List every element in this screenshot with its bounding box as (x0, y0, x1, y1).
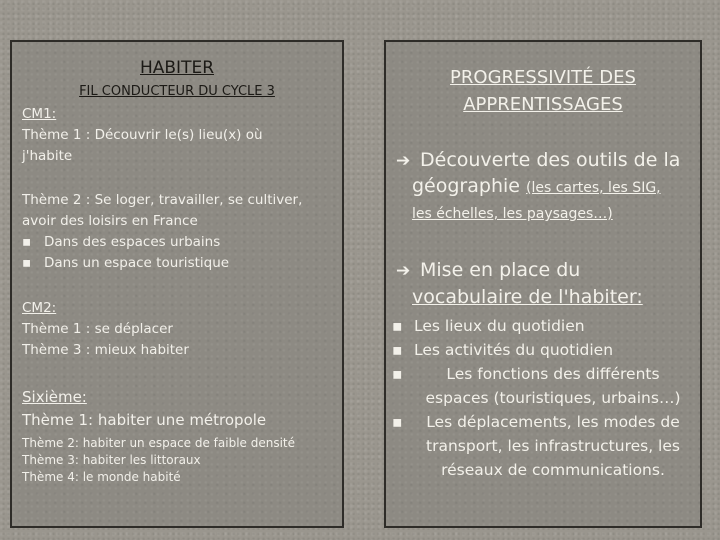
sixieme-theme: Thème 4: le monde habité (22, 470, 181, 484)
progressivite-title-line1: PROGRESSIVITÉ DES (450, 67, 636, 88)
sixieme-label: Sixième: (22, 388, 87, 406)
point1-paren1: (les cartes, les SIG, (526, 180, 661, 196)
arrow-right-icon: ➔ (396, 261, 411, 281)
cm1-theme1-line1: Thème 1 : Découvrir le(s) lieu(x) où (22, 127, 263, 143)
point2-heading: ➔ Mise en place du (396, 258, 580, 284)
list-item: ▪ Les déplacements, les modes de transport, les infrastructures, les réseaux de communications. (392, 410, 692, 482)
cm1-theme2-list (22, 232, 334, 274)
arrow-right-icon: ➔ (396, 151, 411, 171)
list-item: ▪ Les fonctions des différents espaces (touristiques, urbains…) (392, 362, 692, 410)
sixieme-section (22, 386, 334, 432)
cm1-section (22, 104, 334, 167)
habiter-title: HABITER (139, 58, 215, 78)
vocabulaire-list (392, 314, 692, 482)
list-item: ▪ Les lieux du quotidien (392, 314, 692, 338)
sixieme-themes (22, 435, 334, 486)
cm2-theme3: Thème 3 : mieux habiter (22, 342, 189, 358)
point1-continuation: géographie (les cartes, les SIG, (412, 175, 661, 197)
point2-line2: vocabulaire de l'habiter: (412, 286, 643, 308)
cm2-label: CM2: (22, 300, 57, 316)
cm1-theme2-line2: avoir des loisirs en France (22, 213, 198, 229)
right-panel (384, 40, 702, 528)
cm1-theme2-section (22, 190, 334, 274)
fil-conducteur-subtitle: FIL CONDUCTEUR DU CYCLE 3 (79, 84, 275, 99)
cm1-label: CM1: (22, 106, 57, 122)
list-item: ▪ Dans un espace touristique (22, 253, 334, 274)
cm1-theme1-line2: j'habite (22, 148, 73, 164)
cm1-theme2-line1: Thème 2 : Se loger, travailler, se cultiver, (22, 192, 303, 208)
cm2-section (22, 298, 334, 361)
vocabulaire-list-block (392, 314, 692, 482)
sixieme-theme1: Thème 1: habiter une métropole (22, 411, 267, 429)
list-item: ▪ Dans des espaces urbains (22, 232, 334, 253)
point1-paren2: les échelles, les paysages…) (412, 206, 613, 222)
progressivite-title-line2: APPRENTISSAGES (463, 94, 623, 115)
progressivite-title (386, 64, 700, 118)
list-item: ▪ Les activités du quotidien (392, 338, 692, 362)
cm2-theme1: Thème 1 : se déplacer (22, 321, 173, 337)
left-panel (10, 40, 344, 528)
sixieme-theme: Thème 3: habiter les littoraux (22, 453, 201, 467)
point1-heading: ➔ Découverte des outils de la (396, 148, 680, 174)
sixieme-theme: Thème 2: habiter un espace de faible densité (22, 436, 296, 450)
